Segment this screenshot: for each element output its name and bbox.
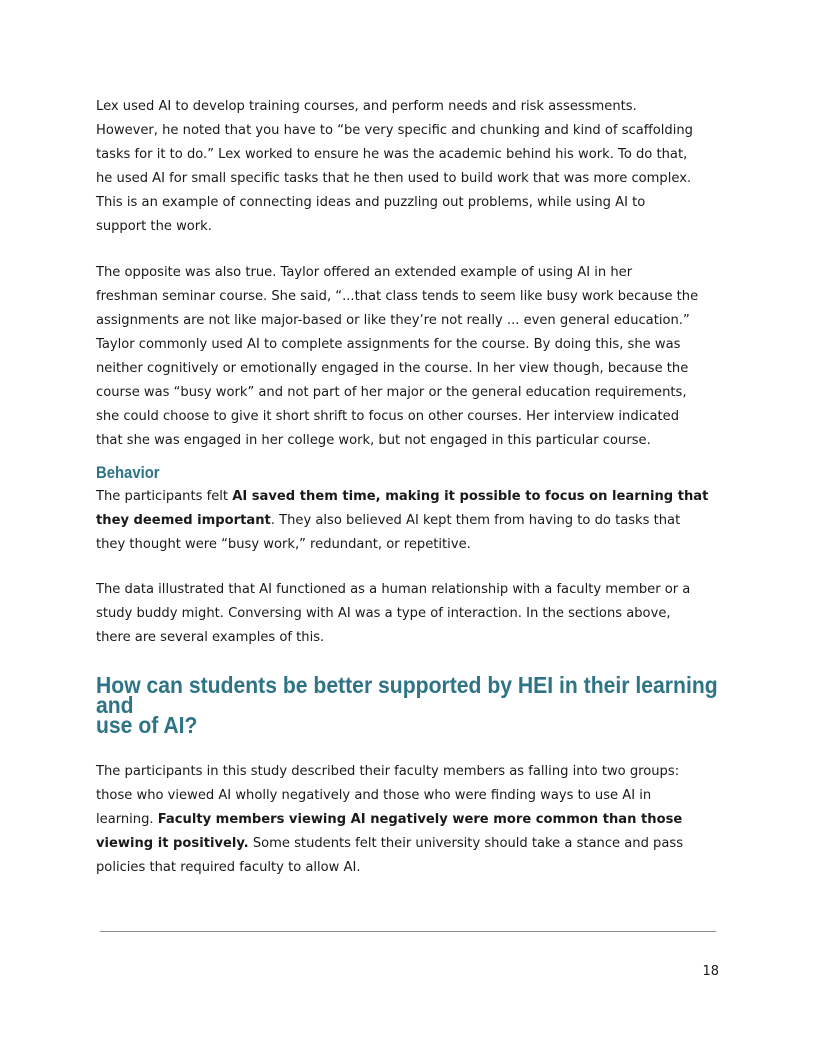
paragraph-data-illustrated [96, 578, 724, 650]
text-line: freshman seminar course. She said, “...that class tends to seem like busy work because the [96, 289, 699, 305]
text-line: policies that required faculty to allow AI. [96, 859, 361, 875]
bold-text: AI saved them time, making it possible to focus on learning that [232, 488, 709, 504]
text-line: there are several examples of this. [96, 630, 325, 646]
text-line: assignments are not like major-based or like they’re not really ... even general education.” [96, 313, 690, 329]
text-line: However, he noted that you have to “be very specific and chunking and kind of scaffolding [96, 122, 693, 138]
paragraph-lex [96, 95, 724, 238]
bold-text: they deemed important [96, 512, 271, 528]
heading-line: use of AI? [96, 712, 198, 739]
text-line: The participants in this study described their faculty members as falling into two groups: [96, 764, 680, 780]
footer-divider [100, 931, 716, 932]
behavior-heading: Behavior [96, 463, 160, 482]
text-line: neither cognitively or emotionally engaged in the course. In her view though, because the [96, 361, 689, 377]
paragraph-faculty [96, 760, 724, 880]
text-line: she could choose to give it short shrift to focus on other courses. Her interview indicated [96, 408, 680, 424]
text-line: study buddy might. Conversing with AI was a type of interaction. In the sections above, [96, 606, 671, 622]
bold-text: viewing it positively. [96, 835, 249, 851]
paragraph-taylor [96, 261, 724, 452]
page-body [96, 95, 724, 880]
text-line: tasks for it to do.” Lex worked to ensure he was the academic behind his work. To do that, [96, 146, 688, 162]
text-line: they thought were “busy work,” redundant, or repetitive. [96, 536, 471, 552]
text-line: Taylor commonly used AI to complete assignments for the course. By doing this, she was [96, 337, 681, 353]
text-line: that she was engaged in her college work, but not engaged in this particular course. [96, 432, 651, 448]
text-run: The participants felt [96, 488, 233, 504]
text-line: course was “busy work” and not part of her major or the general education requirements, [96, 384, 687, 400]
text-line: those who viewed AI wholly negatively and those who were finding ways to use AI in [96, 788, 652, 804]
page-number: 18 [702, 964, 719, 979]
text-line: he used AI for small specific tasks that he then used to build work that was more complex. [96, 170, 692, 186]
bold-text: Faculty members viewing AI negatively were more common than those [157, 811, 683, 827]
text-line: support the work. [96, 218, 212, 234]
text-run: Some students felt their university should take a stance and pass [248, 835, 684, 851]
text-run: learning. [96, 811, 158, 827]
text-line: Lex used AI to develop training courses, and perform needs and risk assessments. [96, 99, 637, 114]
text-run: . They also believed AI kept them from having to do tasks that [270, 512, 681, 528]
text-line: This is an example of connecting ideas and puzzling out problems, while using AI to [96, 194, 646, 210]
heading-line: How can students be better supported by HEI in their learning and [96, 672, 718, 719]
paragraph-behavior [96, 485, 724, 557]
section-heading [96, 672, 726, 739]
text-line: The data illustrated that AI functioned as a human relationship with a faculty member or a [96, 582, 691, 598]
text-line: The opposite was also true. Taylor offered an extended example of using AI in her [96, 265, 633, 281]
